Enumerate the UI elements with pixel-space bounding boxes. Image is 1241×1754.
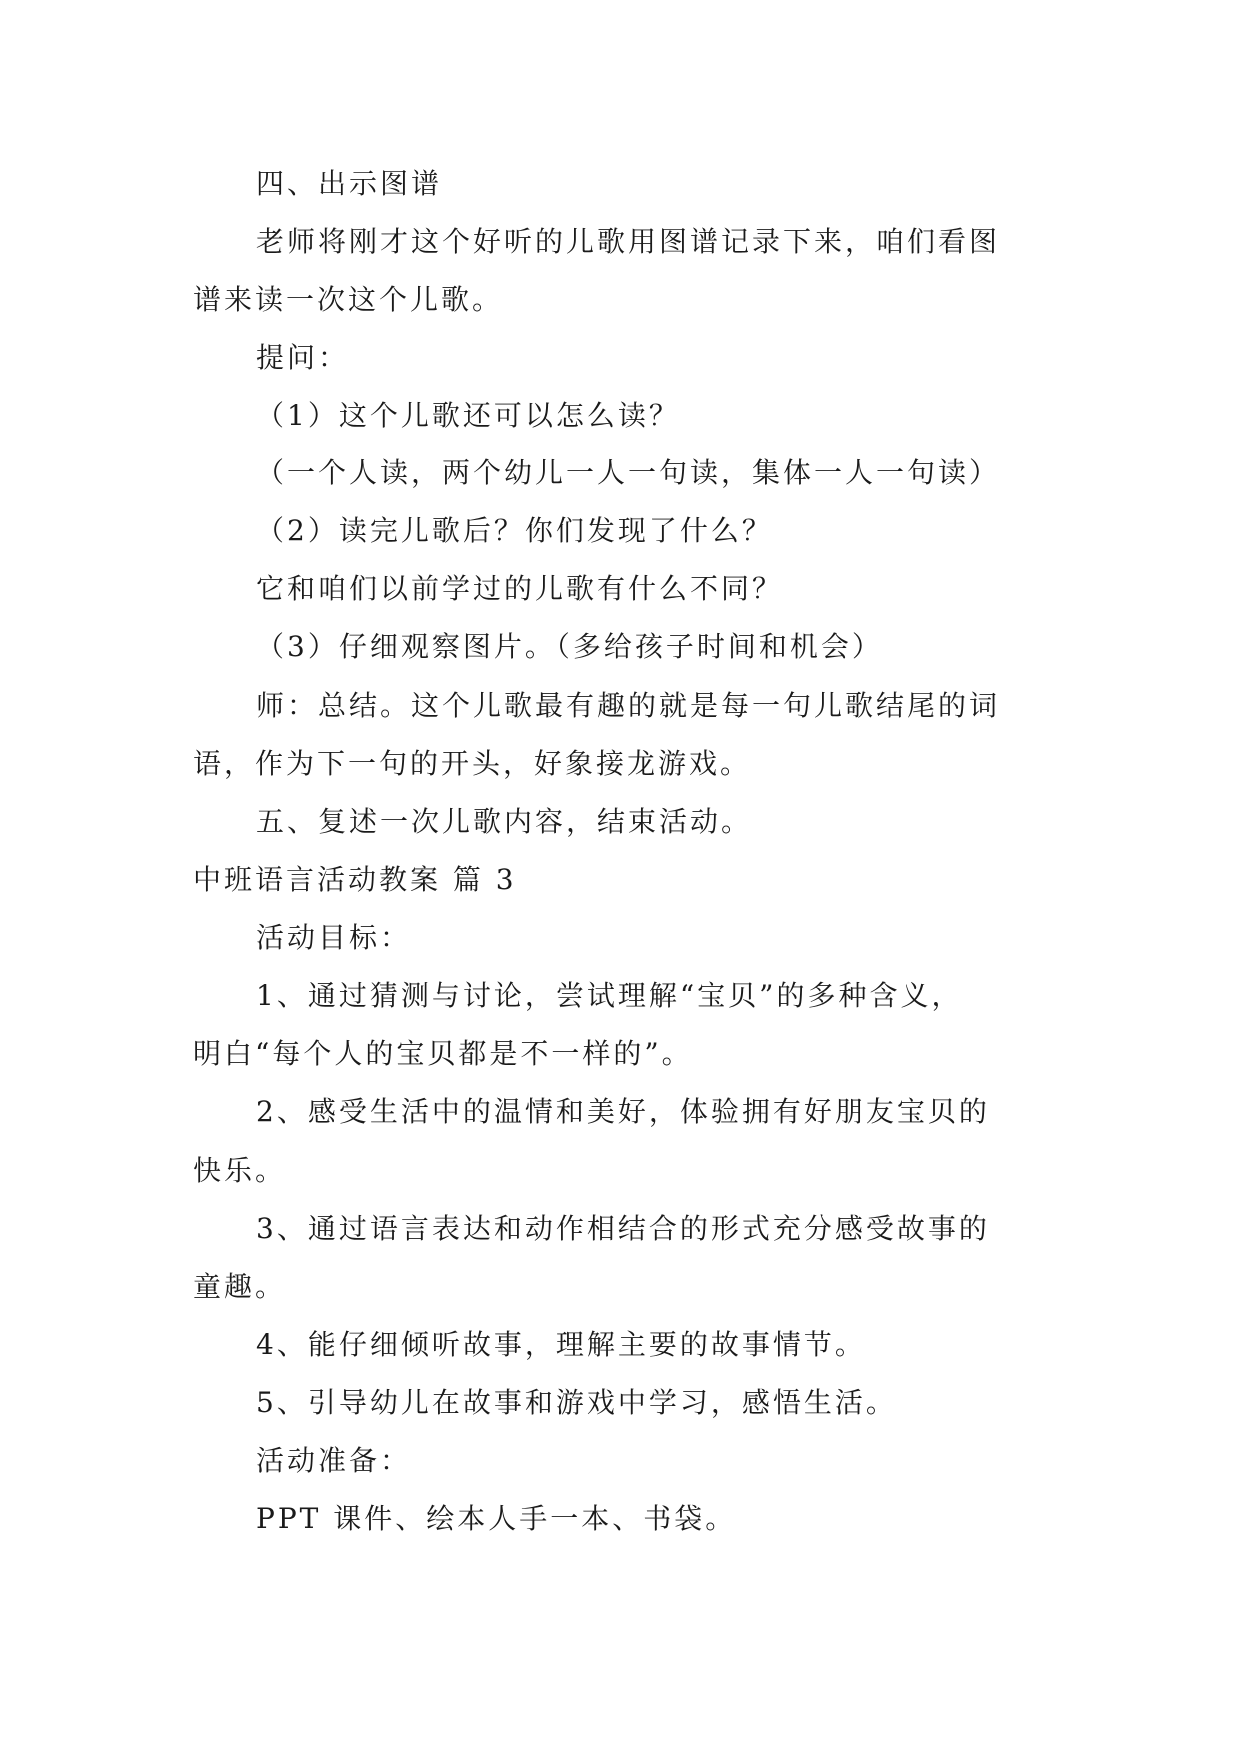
preparation-heading: 活动准备： <box>256 1444 412 1477</box>
question-label: 提问： <box>256 341 350 374</box>
section-title: 中班语言活动教案 篇 3 <box>193 863 517 896</box>
question-item: （3）仔细观察图片。（多给孩子时间和机会） <box>256 630 883 663</box>
preparation-item: PPT 课件、绘本人手一本、书袋。 <box>256 1502 737 1535</box>
question-item: （2）读完儿歌后？你们发现了什么？ <box>256 514 773 547</box>
goal-item: 4、能仔细倾听故事，理解主要的故事情节。 <box>256 1328 866 1361</box>
section-heading-show-chart: 四、出示图谱 <box>256 167 443 200</box>
goals-heading: 活动目标： <box>256 921 412 954</box>
paragraph-line: 师：总结。这个儿歌最有趣的就是每一句儿歌结尾的词 <box>256 689 1001 722</box>
question-item: （1）这个儿歌还可以怎么读？ <box>256 399 680 432</box>
goal-item-continuation: 快乐。 <box>193 1154 287 1187</box>
goal-item: 1、通过猜测与讨论，尝试理解“宝贝”的多种含义， <box>256 979 963 1012</box>
goal-item-continuation: 童趣。 <box>193 1270 287 1303</box>
paragraph-line: （一个人读，两个幼儿一人一句读，集体一人一句读） <box>256 456 1001 489</box>
goal-item: 2、感受生活中的温情和美好，体验拥有好朋友宝贝的 <box>256 1095 990 1128</box>
paragraph-line: 语，作为下一句的开头，好象接龙游戏。 <box>193 747 752 780</box>
paragraph-line: 老师将刚才这个好听的儿歌用图谱记录下来，咱们看图 <box>256 225 1001 258</box>
goal-item-continuation: 明白“每个人的宝贝都是不一样的”。 <box>193 1037 693 1070</box>
section-heading-retell: 五、复述一次儿歌内容，结束活动。 <box>256 805 753 838</box>
paragraph-line: 谱来读一次这个儿歌。 <box>193 283 504 316</box>
goal-item: 3、通过语言表达和动作相结合的形式充分感受故事的 <box>256 1212 990 1245</box>
goal-item: 5、引导幼儿在故事和游戏中学习，感悟生活。 <box>256 1386 897 1419</box>
paragraph-line: 它和咱们以前学过的儿歌有什么不同？ <box>256 572 784 605</box>
